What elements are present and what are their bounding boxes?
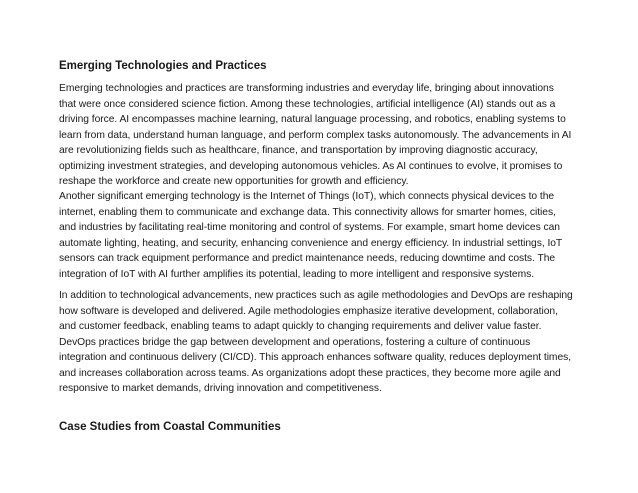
text-line: internet, enabling them to communicate and exchange data. This connectivity allows for smarter homes, cities,: [59, 206, 556, 218]
section-heading-case-studies: Case Studies from Coastal Communities: [59, 421, 281, 433]
text-line: and customer feedback, enabling teams to adapt quickly to changing requirements and deliver value faster.: [59, 321, 542, 332]
text-line: automate lighting, heating, and security, enhancing convenience and energy efficiency. In industrial settings, IoT: [59, 237, 563, 249]
text-line: DevOps practices bridge the gap between development and operations, fostering a culture of continuous: [59, 336, 531, 348]
text-line: Another significant emerging technology is the Internet of Things (IoT), which connects physical devices to the: [59, 191, 555, 202]
text-line: are revolutionizing fields such as healthcare, finance, and transportation by improving diagnostic accuracy,: [59, 145, 538, 156]
text-line: responsive to market demands, driving innovation and competitiveness.: [59, 383, 382, 394]
text-line: and increases collaboration across teams. As organizations adopt these practices, they become more agile and: [59, 367, 561, 379]
text-line: integration of IoT with AI further amplifies its potential, leading to more intelligent and responsive systems.: [59, 268, 535, 280]
text-line: reshape the workforce and create new opportunities for growth and efficiency.: [59, 176, 409, 187]
text-line: and industries by facilitating real-time monitoring and control of systems. For example, smart home devices can: [59, 222, 560, 233]
text-line: integration and continuous delivery (CI/CD). This approach enhances software quality, reduces deployment times,: [59, 352, 572, 363]
paragraph-iot: [59, 189, 591, 282]
text-line: Emerging technologies and practices are transforming industries and everyday life, bringing about innovations: [59, 83, 554, 94]
text-line: that were once considered science fiction. Among these technologies, artificial intelligence (AI) stands out as a: [59, 98, 556, 110]
text-line: how software is developed and delivered. Agile methodologies emphasize iterative development, collaboration,: [59, 305, 558, 317]
paragraph-ai: [59, 81, 591, 190]
text-line: optimizing investment strategies, and developing autonomous vehicles. As AI continues to evolve, it promises to: [59, 160, 563, 172]
text-line: driving force. AI encompasses machine learning, natural language processing, and robotics, enabling systems to: [59, 114, 566, 125]
section-heading-emerging-technologies: Emerging Technologies and Practices: [59, 60, 267, 72]
text-line: learn from data, understand human language, and perform complex tasks autonomously. The advancements in AI: [59, 129, 572, 141]
text-line: In addition to technological advancements, new practices such as agile methodologies and DevOps are reshaping: [59, 290, 573, 301]
paragraph-agile-devops: [59, 288, 591, 397]
text-line: sensors can track equipment performance and predict maintenance needs, reducing downtime and costs. The: [59, 253, 556, 264]
